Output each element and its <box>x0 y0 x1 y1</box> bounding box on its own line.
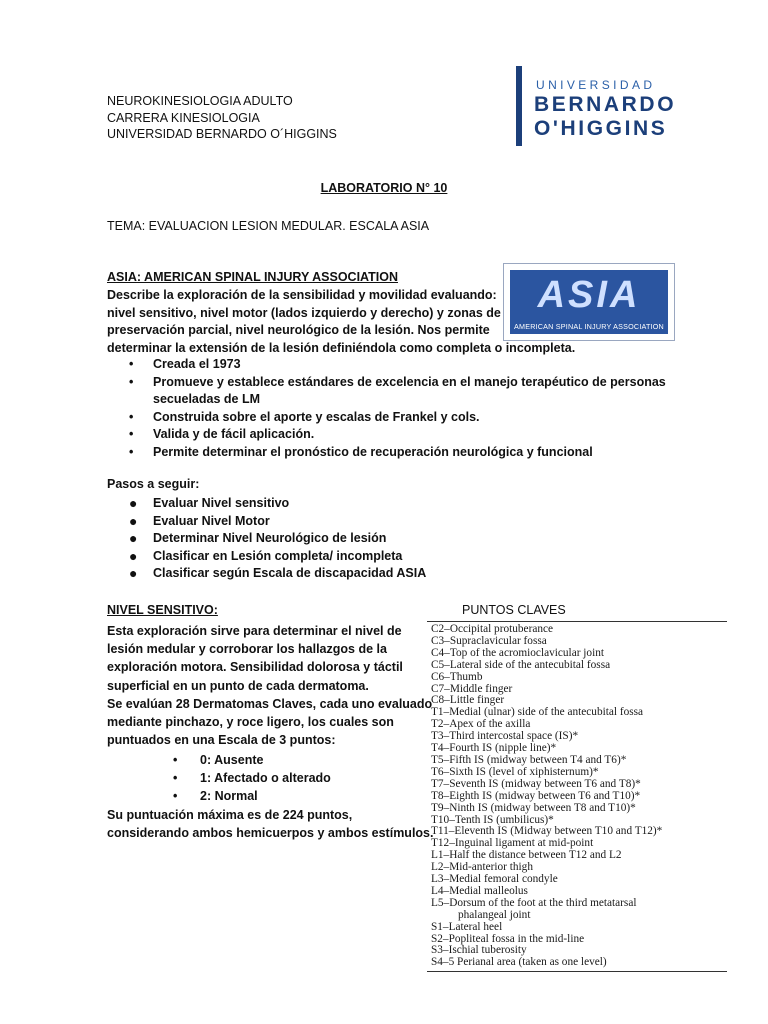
body-line: superficial en un punto de cada dermatoma. <box>107 678 369 693</box>
body-line: exploración motora. Sensibilidad dolorosa y táctil <box>107 660 403 675</box>
key-point-item: T4–Fourth IS (nipple line)* <box>431 742 557 755</box>
list-item-text: Evaluar Nivel sensitivo <box>153 496 290 510</box>
bullet-icon: • <box>173 789 178 804</box>
header-line: NEUROKINESIOLOGIA ADULTO <box>107 94 293 108</box>
list-item-text: Valida y de fácil aplicación. <box>153 427 315 441</box>
asia-heading: ASIA: AMERICAN SPINAL INJURY ASSOCIATION <box>107 270 398 284</box>
list-item-text: Promueve y establece estándares de excelencia en el manejo terapéutico de personas secueladas de LM <box>153 374 666 406</box>
asia-description <box>107 287 576 357</box>
list-item-text: Clasificar en Lesión completa/ incompleta <box>153 548 403 563</box>
scale-list <box>107 751 331 806</box>
key-point-item: T8–Eighth IS (midway between T6 and T10)* <box>431 789 641 802</box>
key-points-table <box>427 621 727 972</box>
key-point-item: L1–Half the distance between T12 and L2 <box>431 849 622 862</box>
body-line: puntuados en una Escala de 3 puntos: <box>107 733 336 748</box>
desc-line: Describe la exploración de la sensibilidad y movilidad evaluando: <box>107 288 497 302</box>
asia-logo-subtitle: AMERICAN SPINAL INJURY ASSOCIATION <box>514 322 664 331</box>
key-point-item: T3–Third intercostal space (IS)* <box>431 730 579 743</box>
asia-logo-word: ASIA <box>537 274 641 316</box>
list-item <box>107 374 667 409</box>
list-item <box>107 751 331 769</box>
key-point-item: T11–Eleventh IS (Midway between T10 and T12)* <box>431 825 663 838</box>
key-point-item: T6–Sixth IS (level of xiphisternum)* <box>431 765 599 778</box>
key-point-item: C8–Little finger <box>431 694 505 707</box>
list-item-text: Construida sobre el aporte y escalas de Frankel y cols. <box>153 409 480 424</box>
key-point-item: T2–Apex of the axilla <box>431 718 531 731</box>
key-points-list <box>427 622 727 971</box>
list-item-text: 0: Ausente <box>200 753 264 767</box>
list-item <box>107 787 331 805</box>
list-item <box>107 769 331 787</box>
key-point-item: C4–Top of the acromioclavicular joint <box>431 646 605 659</box>
summary-line: considerando ambos hemicuerpos y ambos estímulos. <box>107 826 434 841</box>
asia-logo <box>503 263 675 341</box>
bullet-icon: • <box>129 444 134 459</box>
logo-line-2: BERNARDO <box>534 93 677 116</box>
key-point-item: C7–Middle finger <box>431 682 513 695</box>
list-item <box>107 548 426 566</box>
key-point-item: C6–Thumb <box>431 670 483 683</box>
key-point-item: T7–Seventh IS (midway between T6 and T8)* <box>431 777 641 790</box>
key-point-item: C3–Supraclavicular fossa <box>431 634 547 647</box>
key-point-item-continuation: phalangeal joint <box>458 908 531 921</box>
list-item <box>107 565 426 583</box>
steps-list <box>107 495 426 583</box>
sensory-level-body <box>107 622 433 749</box>
key-point-item: S1–Lateral heel <box>431 920 503 933</box>
logo-line-3: O'HIGGINS <box>534 117 668 140</box>
bullet-icon: ● <box>129 530 138 546</box>
bullet-icon: • <box>129 409 134 424</box>
key-point-item: S2–Popliteal fossa in the mid-line <box>431 932 585 945</box>
key-point-item: L3–Medial femoral condyle <box>431 873 558 886</box>
key-point-item: T5–Fifth IS (midway between T4 and T6)* <box>431 753 627 766</box>
university-logo <box>516 66 676 148</box>
sensory-level-summary <box>107 806 433 842</box>
bullet-icon: • <box>173 771 178 786</box>
list-item <box>107 513 426 531</box>
key-point-item: S3–Ischial tuberosity <box>431 944 527 957</box>
bullet-icon: ● <box>129 547 138 564</box>
list-item <box>107 530 426 548</box>
summary-line: Su puntuación máxima es de 224 puntos, <box>107 808 353 822</box>
bullet-icon: • <box>129 374 134 389</box>
body-line: Esta exploración sirve para determinar el nivel de <box>107 624 402 638</box>
key-points-heading: PUNTOS CLAVES <box>462 603 566 617</box>
key-point-item: T1–Medial (ulnar) side of the antecubital fossa <box>431 706 644 719</box>
desc-line: preservación parcial, nivel neurológico de la lesión. Nos permite <box>107 323 490 337</box>
bullet-icon: ● <box>129 512 138 529</box>
key-point-item: C5–Lateral side of the antecubital fossa <box>431 658 611 671</box>
key-point-item: L5–Dorsum of the foot at the third metatarsal <box>431 896 637 909</box>
page-title: LABORATORIO N° 10 <box>320 181 448 195</box>
key-point-item: C2–Occipital protuberance <box>431 623 554 635</box>
bullet-icon: ● <box>129 565 138 581</box>
list-item <box>107 356 667 374</box>
list-item <box>107 495 426 513</box>
bullet-icon: • <box>173 753 178 767</box>
list-item <box>107 409 667 427</box>
asia-bullet-list <box>107 356 667 461</box>
body-line: lesión medular y corroborar los hallazgos de la <box>107 642 387 657</box>
body-line: mediante pinchazo, y roce ligero, los cuales son <box>107 715 394 730</box>
list-item-text: Creada el 1973 <box>153 357 241 371</box>
key-point-item: L4–Medial malleolus <box>431 884 528 897</box>
desc-line: determinar la extensión de la lesión definiéndola como completa o incompleta. <box>107 340 576 355</box>
steps-heading: Pasos a seguir: <box>107 477 200 491</box>
asia-logo-panel <box>510 270 668 334</box>
list-item-text: Clasificar según Escala de discapacidad ASIA <box>153 566 427 580</box>
list-item <box>107 426 667 444</box>
body-line: Se evalúan 28 Dermatomas Claves, cada uno evaluado <box>107 696 433 711</box>
bullet-icon: • <box>129 427 134 441</box>
logo-bar <box>516 66 522 146</box>
key-point-item: L2–Mid-anterior thigh <box>431 861 533 874</box>
key-point-item: T12–Inguinal ligament at mid-point <box>431 837 594 850</box>
topic-line: TEMA: EVALUACION LESION MEDULAR. ESCALA ASIA <box>107 219 430 233</box>
sensory-level-heading: NIVEL SENSITIVO: <box>107 603 218 617</box>
desc-line: nivel sensitivo, nivel motor (lados izquierdo y derecho) y zonas de <box>107 305 501 320</box>
key-point-item: T10–Tenth IS (umbilicus)* <box>431 813 554 826</box>
list-item-text: Determinar Nivel Neurológico de lesión <box>153 531 387 545</box>
list-item-text: Evaluar Nivel Motor <box>153 513 270 528</box>
list-item-text: 2: Normal <box>200 789 258 804</box>
header-line: CARRERA KINESIOLOGIA <box>107 110 260 125</box>
bullet-icon: ● <box>129 495 138 511</box>
logo-line-1: UNIVERSIDAD <box>536 78 656 92</box>
course-header <box>107 93 337 143</box>
list-item-text: 1: Afectado o alterado <box>200 771 331 786</box>
bullet-icon: • <box>129 357 134 371</box>
key-point-item: S4–5 Perianal area (taken as one level) <box>431 956 607 969</box>
header-line: UNIVERSIDAD BERNARDO O´HIGGINS <box>107 127 337 141</box>
key-point-item: T9–Ninth IS (midway between T8 and T10)* <box>431 801 636 814</box>
list-item-text: Permite determinar el pronóstico de recuperación neurológica y funcional <box>153 444 593 459</box>
list-item <box>107 444 667 462</box>
